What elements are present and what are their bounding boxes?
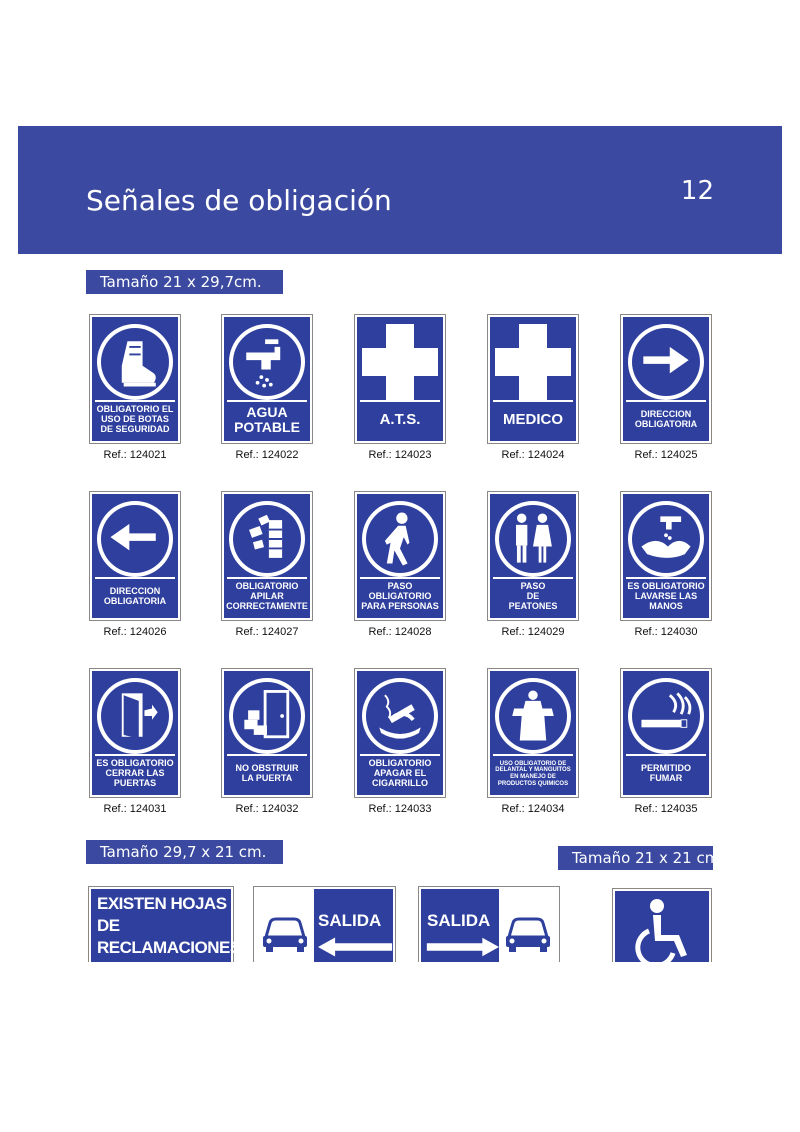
- sign-face: [357, 494, 443, 618]
- sign-face: [224, 671, 310, 795]
- sign-disk: [97, 678, 173, 754]
- cross-icon: [495, 324, 571, 400]
- sign-card: [89, 668, 181, 798]
- sign-disk: [229, 501, 305, 577]
- sign-caption: DIRECCION OBLIGATORIA: [626, 400, 706, 438]
- arrow-right-icon: [632, 328, 700, 396]
- sign-caption: USO OBLIGATORIO DE DELANTAL Y MANGUITOS EN MANEJO DE PRODUCTOS QUIMICOS: [493, 754, 573, 792]
- arrow-right-icon: [425, 937, 499, 957]
- page-number: 12: [680, 176, 714, 206]
- car-panel: [256, 889, 314, 962]
- sign-ref: Ref.: 124022: [235, 449, 299, 461]
- sign-salida-left: [253, 886, 396, 962]
- sign-card: [354, 668, 446, 798]
- sign-caption: DIRECCION OBLIGATORIA: [95, 577, 175, 615]
- sign-disk: [495, 678, 571, 754]
- sign-ref: Ref.: 124035: [634, 803, 698, 815]
- pedestrian-icon: [366, 505, 434, 573]
- ashtray-icon: [366, 682, 434, 750]
- wash-hands-icon: [632, 505, 700, 573]
- cross-icon: [362, 324, 438, 400]
- salida-left-text: SALIDA: [318, 911, 382, 930]
- sign-disk: [362, 678, 438, 754]
- sign-caption: PASO OBLIGATORIO PARA PERSONAS: [360, 577, 440, 615]
- sign-card: [221, 491, 313, 621]
- sign-face: [490, 494, 576, 618]
- sign-face: [92, 494, 178, 618]
- sign-caption: MEDICO: [493, 400, 573, 438]
- sign-card: [354, 491, 446, 621]
- man-woman-icon: [499, 505, 567, 573]
- sign-ref: Ref.: 124034: [501, 803, 565, 815]
- sign-ref: Ref.: 124032: [235, 803, 299, 815]
- sign-ref: Ref.: 124021: [103, 449, 167, 461]
- sign-ref: Ref.: 124023: [368, 449, 432, 461]
- arrow-left-icon: [101, 505, 169, 573]
- sign-caption: AGUA POTABLE: [227, 400, 307, 438]
- sign-ref: Ref.: 124026: [103, 626, 167, 638]
- car-icon: [499, 889, 557, 963]
- sign-reclamaciones: [88, 886, 241, 1022]
- tap-water-icon: [233, 328, 301, 396]
- sign-ref: Ref.: 124025: [634, 449, 698, 461]
- salida-right-text: SALIDA: [427, 911, 491, 930]
- sign-caption: PASO DE PEATONES: [493, 577, 573, 615]
- sign-card: [487, 314, 579, 444]
- boot-icon: [101, 328, 169, 396]
- apron-icon: [499, 682, 567, 750]
- sign-caption: OBLIGATORIO APILAR CORRECTAMENTE: [227, 577, 307, 615]
- sign-face: [623, 317, 709, 441]
- size-label-a4-vertical: Tamaño 21 x 29,7cm.: [86, 270, 283, 294]
- sign-card: [89, 491, 181, 621]
- sign-card: [620, 314, 712, 444]
- sign-ref: Ref.: 124027: [235, 626, 299, 638]
- sign-face: [490, 671, 576, 795]
- sign-ref: Ref.: 124030: [634, 626, 698, 638]
- sign-disk: [628, 678, 704, 754]
- sign-caption: NO OBSTRUIR LA PUERTA: [227, 754, 307, 792]
- sign-ref: Ref.: 124033: [368, 803, 432, 815]
- sign-disk: [495, 501, 571, 577]
- sign-caption: A.T.S.: [360, 400, 440, 438]
- sign-face: [357, 671, 443, 795]
- sign-card: [221, 314, 313, 444]
- car-panel: [499, 889, 557, 962]
- sign-face: [92, 317, 178, 441]
- sign-disk: [628, 501, 704, 577]
- sign-ref: Ref.: 124028: [368, 626, 432, 638]
- sign-face: [92, 671, 178, 795]
- arrow-left-icon: [318, 937, 394, 957]
- sign-card: [354, 314, 446, 444]
- sign-disk: [628, 324, 704, 400]
- sign-face: [623, 671, 709, 795]
- sign-caption: ES OBLIGATORIO LAVARSE LAS MANOS: [626, 577, 706, 615]
- size-label-a4-horizontal: Tamaño 29,7 x 21 cm.: [86, 840, 283, 864]
- sign-ref: Ref.: 124031: [103, 803, 167, 815]
- sign-card: [221, 668, 313, 798]
- sign-face: [623, 494, 709, 618]
- sign-face: [224, 494, 310, 618]
- sign-disk: [362, 501, 438, 577]
- blocked-door-icon: [233, 682, 301, 750]
- sign-disk: [229, 324, 305, 400]
- sign-card: [620, 668, 712, 798]
- wheelchair-icon: [615, 891, 711, 963]
- sign-disk: [229, 678, 305, 754]
- page-title: Señales de obligación: [86, 184, 392, 217]
- header-banner: [18, 126, 782, 254]
- sign-card: [620, 491, 712, 621]
- sign-caption: PERMITIDO FUMAR: [626, 754, 706, 792]
- sign-disk: [97, 501, 173, 577]
- reclamaciones-text: EXISTEN HOJAS DE RECLAMACIONES A DISPOSICION DE LOS: [97, 894, 241, 1022]
- sign-salida-right: [418, 886, 560, 962]
- sign-caption: OBLIGATORIO EL USO DE BOTAS DE SEGURIDAD: [95, 400, 175, 438]
- car-icon: [256, 889, 314, 963]
- sign-caption: OBLIGATORIO APAGAR EL CIGARRILLO: [360, 754, 440, 792]
- sign-face: [224, 317, 310, 441]
- sign-face: [490, 317, 576, 441]
- sign-card: [89, 314, 181, 444]
- sign-card: [487, 668, 579, 798]
- sign-ref: Ref.: 124024: [501, 449, 565, 461]
- sign-ref: Ref.: 124029: [501, 626, 565, 638]
- close-door-icon: [101, 682, 169, 750]
- cigarette-icon: [632, 682, 700, 750]
- sign-face: [357, 317, 443, 441]
- size-label-square: Tamaño 21 x 21 cm.: [558, 846, 713, 870]
- sign-accessibility: [612, 888, 712, 962]
- sign-card: [487, 491, 579, 621]
- sign-disk: [97, 324, 173, 400]
- sign-caption: ES OBLIGATORIO CERRAR LAS PUERTAS: [95, 754, 175, 792]
- stacked-boxes-icon: [233, 505, 301, 573]
